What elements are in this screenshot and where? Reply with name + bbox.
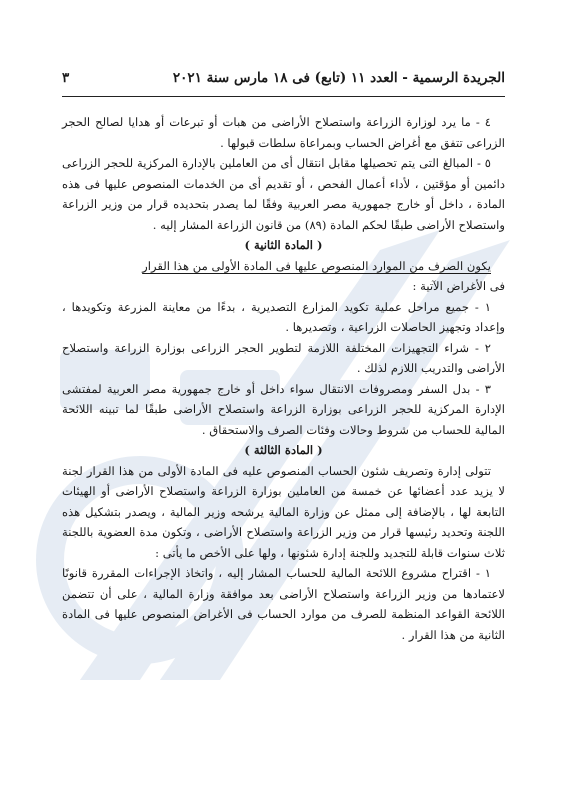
article-2-intro (62, 256, 505, 277)
paragraph-item-5: ٥ - المبالغ التى يتم تحصيلها مقابل انتقال أى من العاملين بالإدارة المركزية للحجر الزراعى دائمين أو مؤقتين ، لأداء أعمال الفحص ، أو تقديم أى من الخدمات المنصوص عليها فى هذه المادة ، داخل أو خارج جمهورية مصر العربية وفقًا لما يصدر بتحديده قرار من وزير الزراعة واستصلاح الأراضى طبقًا لحكم المادة (٨٩) من قانون الزراعة المشار إليه . (62, 156, 505, 232)
article-3-heading: ( المادة الثالثة ) (244, 443, 323, 457)
article-2-item-2: ٢ - شراء التجهيزات المختلفة اللازمة لتطوير الحجر الزراعى بوزارة الزراعة واستصلاح الأراضى والتدريب اللازم لذلك . (62, 340, 505, 375)
article-2-item-3: ٣ - بدل السفر ومصروفات الانتقال سواء داخل أو خارج جمهورية مصر العربية لمفتشى الإدارة المركزية للحجر الزراعى بوزارة الزراعة واستصلاح الأراضى طبقًا لما تبينه اللائحة المالية للحساب من شروط وحالات وفئات الصرف والاستحقاق . (62, 381, 505, 437)
page-header (62, 66, 505, 90)
article-2-intro-continuation: فى الأغراض الآتية : (412, 279, 505, 293)
article-2-intro-underlined: يكون الصرف من الموارد المنصوص عليها فى المادة الأولى من هذا القرار (142, 258, 491, 273)
article-3-paragraph: تتولى إدارة وتصريف شئون الحساب المنصوص عليه فى المادة الأولى من هذا القرار لجنة لا يزيد عدد أعضائها عن خمسة من العاملين بوزارة الزراعة واستصلاح الأراضى أو الهيئات التابعة لها ، بالإضافة إلى ممثل عن وزارة المالية يرشحه وزير المالية ، ويصدر بتشكيل هذه اللجنة وتحديد رئيسها قرار من وزير الزراعة واستصلاح الأراضى ، وتكون مدة العضوية باللجنة ثلاث سنوات قابلة للتجديد وللجنة إدارة شئونها ، ولها على الأخص ما يأتى : (62, 463, 505, 560)
page-number: ٣ (62, 70, 70, 86)
paragraph-item-4: ٤ - ما يرد لوزارة الزراعة واستصلاح الأراضى من هبات أو تبرعات أو هدايا لصالح الحجر الزراعى تتفق مع أغراض الحساب وبمراعاة سلطات قبولها . (62, 115, 505, 150)
article-2-heading: ( المادة الثانية ) (244, 238, 323, 252)
article-2-item-1: ١ - جميع مراحل عملية تكويد المزارع التصديرية ، بدءًا من معاينة المزرعة وتكويدها ، وإعداد وتجهيز الحاصلات الزراعية ، وتصديرها . (62, 299, 505, 334)
article-3-item-1: ١ - اقتراح مشروع اللائحة المالية للحساب المشار إليه ، واتخاذ الإجراءات المقررة قانونًا لاعتمادها من وزير الزراعة واستصلاح الأراضى بعد موافقة وزارة المالية ، على أن تتضمن اللائحة القواعد المنظمة للصرف من موارد الحساب فى الأغراض المنصوص عليها فى المادة الثانية من هذا القرار . (62, 566, 505, 642)
header-divider (62, 96, 505, 97)
document-body (62, 112, 505, 645)
header-title: الجريدة الرسمية - العدد ١١ (تابع) فى ١٨ مارس سنة ٢٠٢١ (172, 70, 505, 86)
